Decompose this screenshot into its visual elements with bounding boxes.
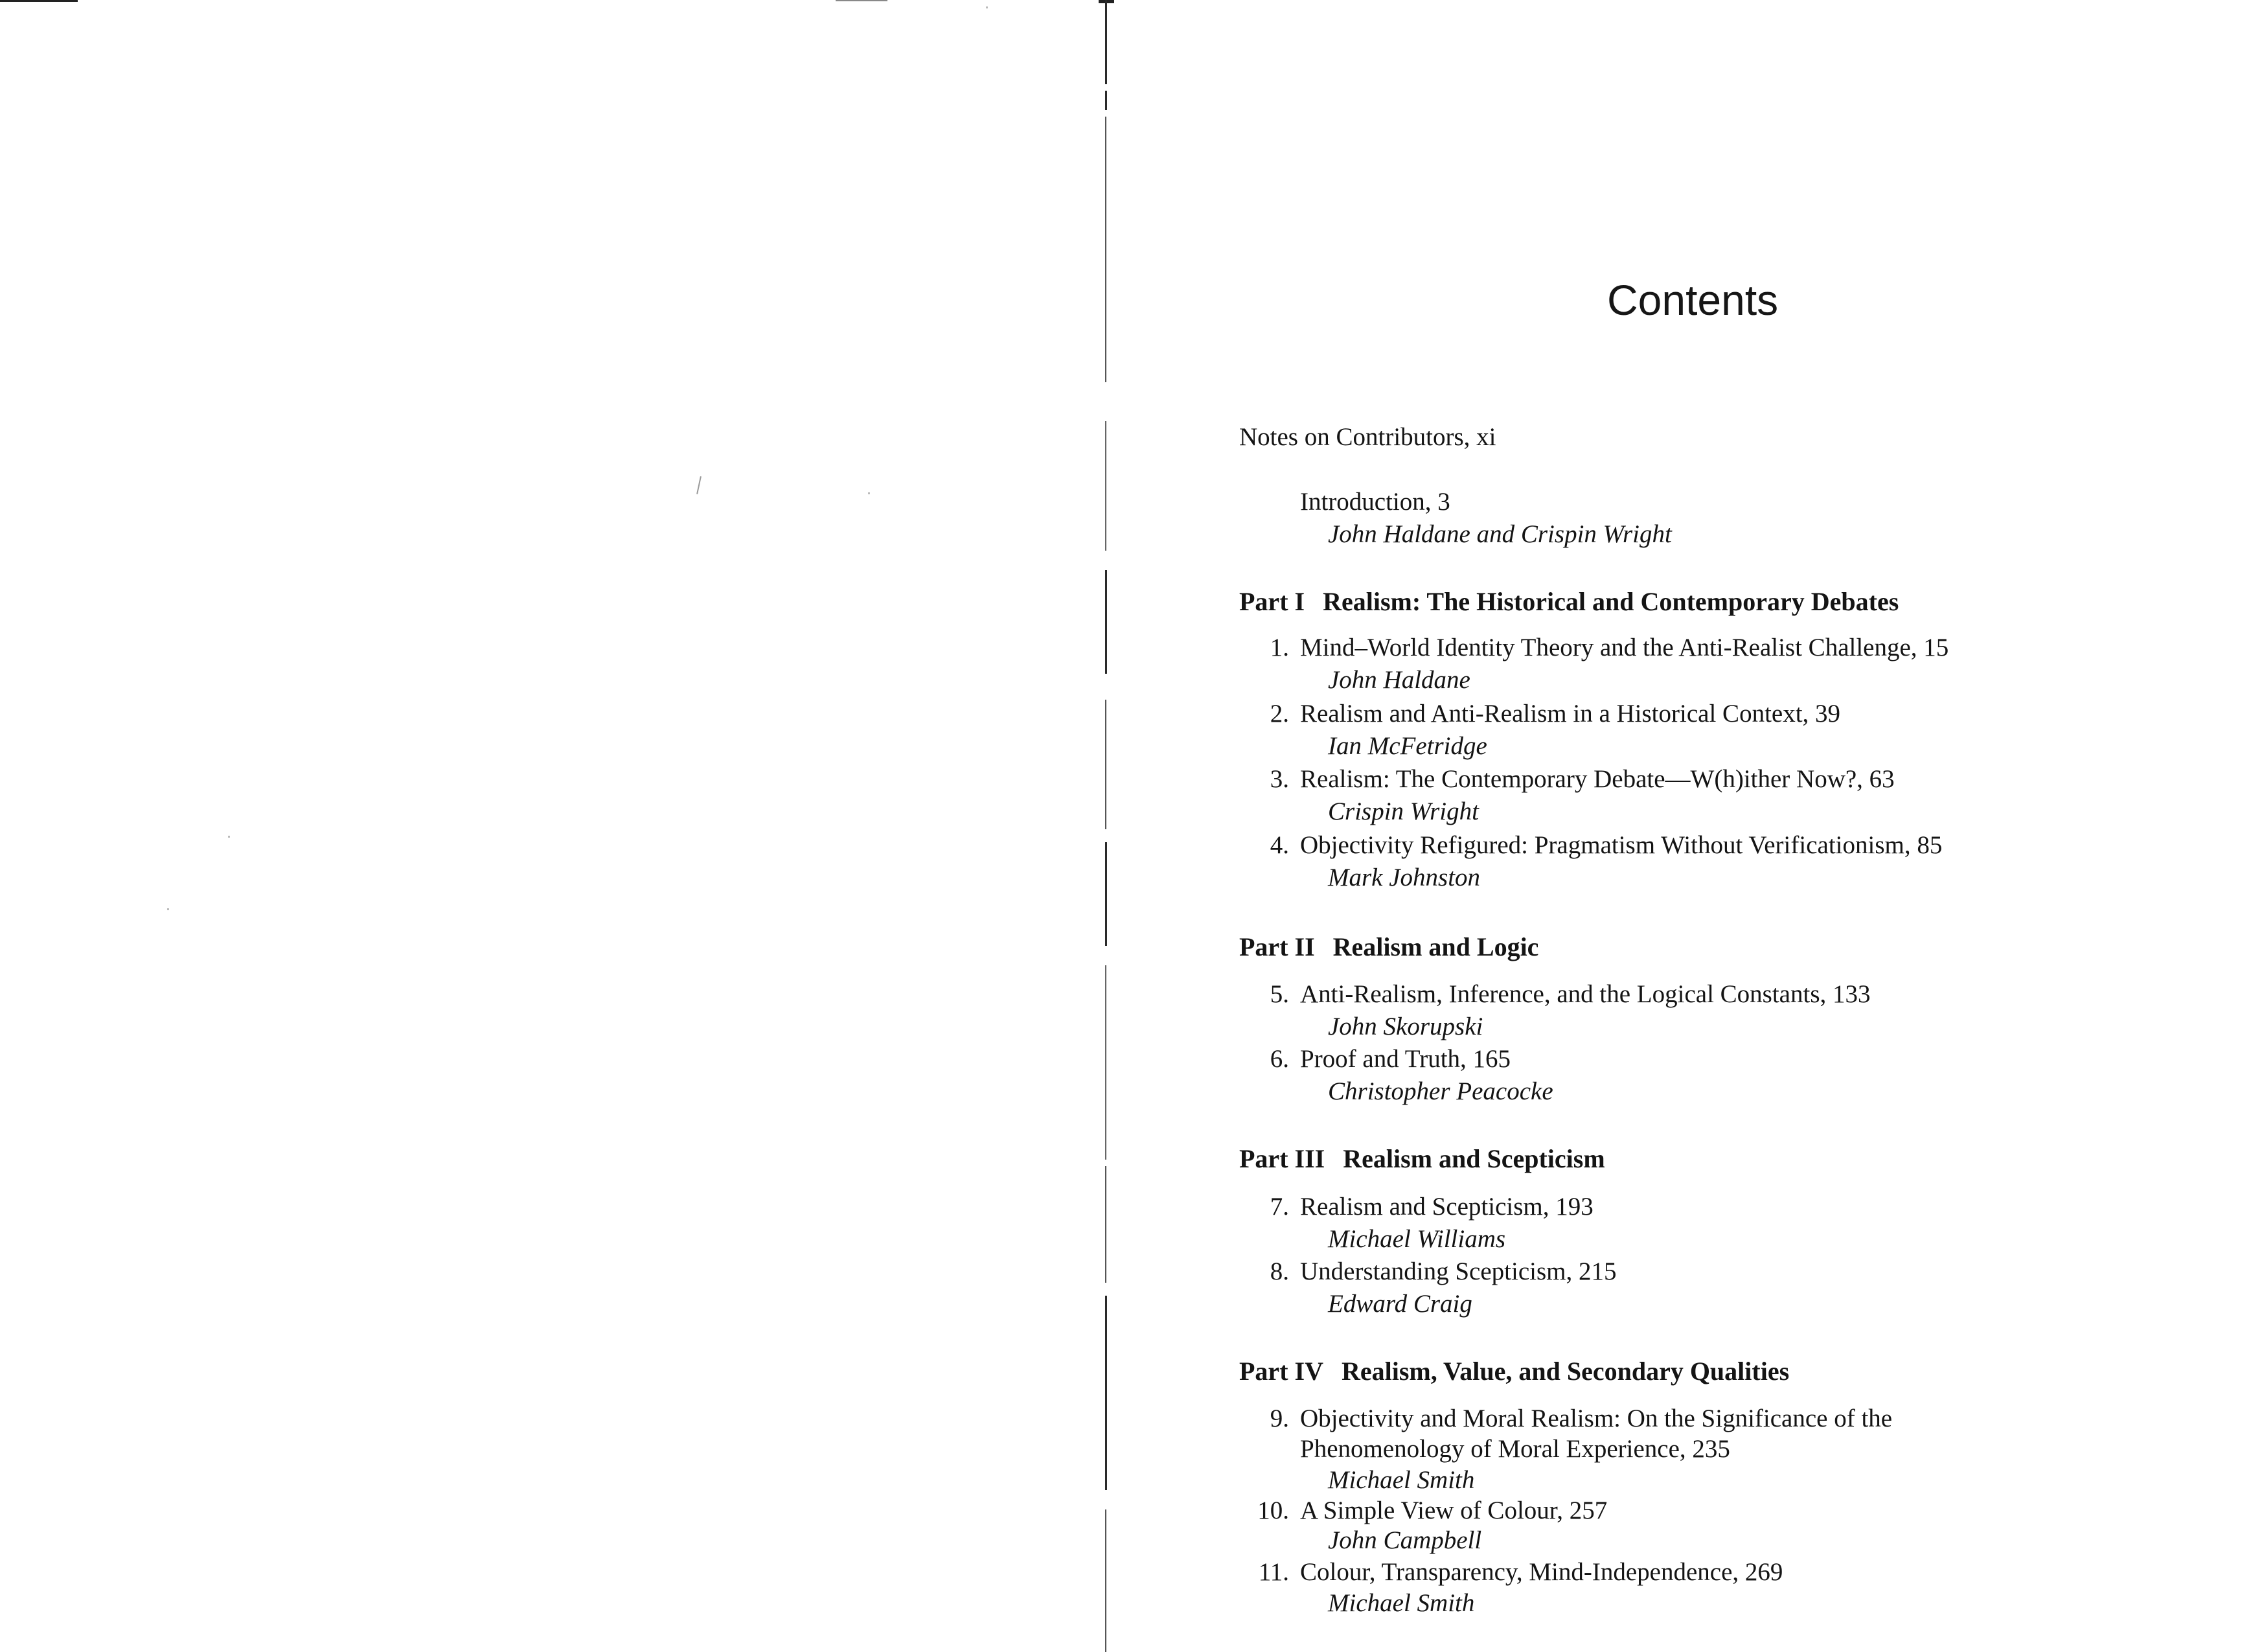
chapter-author: Christopher Peacocke [1328, 1077, 1553, 1105]
page-title: Contents [1607, 276, 1779, 324]
gutter-line [1105, 91, 1107, 110]
chapter-title: A Simple View of Colour, 257 [1300, 1497, 1608, 1524]
part-label: Part III [1239, 1144, 1325, 1173]
chapter-number: 4. [1270, 831, 1289, 859]
gutter-line [1105, 842, 1107, 946]
chapter-title: Realism and Anti-Realism in a Historical Context, 39 [1300, 700, 1841, 728]
top-rule-left [0, 0, 78, 2]
scan-speck [986, 6, 988, 8]
part-heading [1239, 586, 1899, 617]
chapter-number: 3. [1270, 765, 1289, 793]
part-label: Part I [1239, 587, 1305, 616]
chapter-number: 1. [1270, 634, 1289, 661]
chapter-author: Mark Johnston [1328, 864, 1481, 891]
gutter-line [1105, 1509, 1106, 1652]
gutter-line [1105, 1166, 1106, 1283]
gutter-line [1105, 117, 1106, 382]
chapter-title: Proof and Truth, 165 [1300, 1045, 1511, 1073]
chapter-number: 9. [1270, 1405, 1289, 1432]
part-title: Realism, Value, and Secondary Qualities [1341, 1357, 1790, 1386]
part-label: Part II [1239, 932, 1315, 961]
part-title: Realism: The Historical and Contemporary Debates [1323, 587, 1899, 616]
part-heading [1239, 1356, 1789, 1386]
chapter-author: Edward Craig [1328, 1290, 1472, 1318]
part-title: Realism and Scepticism [1343, 1144, 1605, 1173]
chapter-author: Ian McFetridge [1328, 732, 1487, 760]
chapter-author: John Haldane [1328, 666, 1470, 694]
chapter-author: Crispin Wright [1328, 797, 1479, 825]
introduction-author: John Haldane and Crispin Wright [1328, 520, 1672, 548]
chapter-author: Michael Smith [1328, 1589, 1475, 1617]
top-rule-middle [836, 0, 887, 1]
chapter-number: 6. [1270, 1045, 1289, 1073]
gutter-line [1105, 0, 1107, 84]
notes-on-contributors: Notes on Contributors, xi [1239, 423, 1496, 451]
gutter-line [1105, 965, 1106, 1160]
scan-speck [167, 908, 169, 910]
chapter-number: 11. [1258, 1558, 1289, 1586]
contents-page [1114, 0, 2251, 1652]
chapter-number: 2. [1270, 700, 1289, 728]
chapter-title: Objectivity Refigured: Pragmatism Without Verificationism, 85 [1300, 831, 1943, 859]
chapter-author: John Campbell [1328, 1526, 1482, 1554]
chapter-title: Objectivity and Moral Realism: On the Significance of the [1300, 1405, 1893, 1432]
gutter-line [1105, 570, 1107, 674]
scan-speck [228, 836, 230, 838]
scan-mark [696, 476, 702, 494]
gutter-line [1105, 700, 1106, 829]
part-title: Realism and Logic [1332, 932, 1539, 961]
chapter-title-continued: Phenomenology of Moral Experience, 235 [1300, 1435, 1730, 1463]
chapter-number: 8. [1270, 1257, 1289, 1285]
part-heading [1239, 932, 1538, 962]
part-heading [1239, 1143, 1605, 1174]
chapter-number: 5. [1270, 980, 1289, 1008]
chapter-author: Michael Williams [1328, 1225, 1506, 1253]
chapter-title: Colour, Transparency, Mind-Independence, 269 [1300, 1558, 1783, 1586]
chapter-number: 7. [1270, 1193, 1289, 1221]
chapter-number: 10. [1257, 1497, 1289, 1524]
chapter-title: Realism: The Contemporary Debate—W(h)ither Now?, 63 [1300, 765, 1895, 793]
book-gutter [1105, 0, 1107, 1652]
introduction-entry: Introduction, 3 [1300, 488, 1450, 516]
chapter-author: Michael Smith [1328, 1466, 1475, 1494]
chapter-title: Understanding Scepticism, 215 [1300, 1257, 1617, 1285]
gutter-line [1105, 421, 1106, 551]
left-page [0, 0, 1101, 1652]
chapter-title: Anti-Realism, Inference, and the Logical Constants, 133 [1300, 980, 1871, 1008]
chapter-title: Realism and Scepticism, 193 [1300, 1193, 1594, 1221]
chapter-title: Mind–World Identity Theory and the Anti-Realist Challenge, 15 [1300, 634, 1949, 661]
chapter-author: John Skorupski [1328, 1013, 1483, 1040]
gutter-line [1105, 1296, 1107, 1490]
scan-speck [868, 492, 870, 494]
part-label: Part IV [1239, 1357, 1323, 1386]
